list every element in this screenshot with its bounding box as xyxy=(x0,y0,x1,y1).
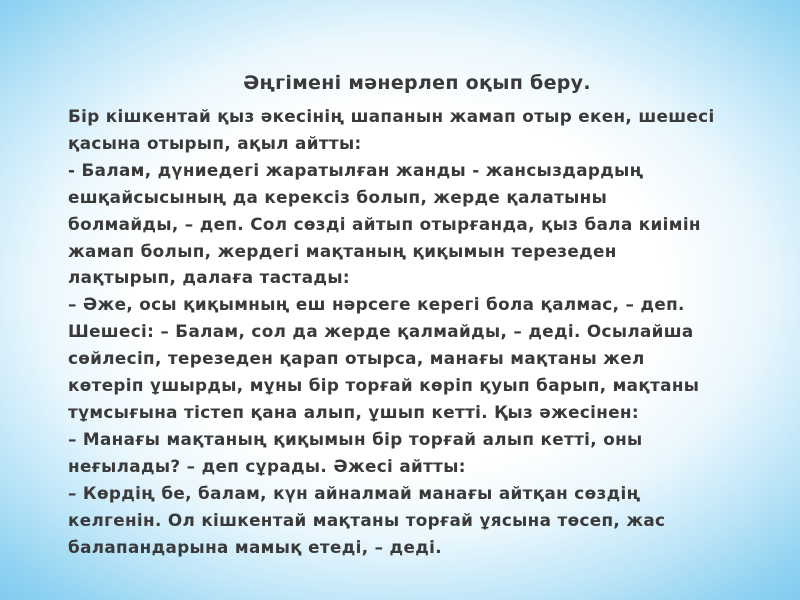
story-line: сөйлесіп, терезеден қарап отырса, манағы мақтаны жел xyxy=(68,348,645,369)
story-line: – Манағы мақтаның қиқымын бір торғай алып кетті, оны xyxy=(68,428,643,449)
story-line: – Әже, осы қиқымның еш нәрсеге керегі бола қалмас, – деп. xyxy=(68,294,685,315)
story-line: ешқайсысының да керексіз болып, жерде қалатыны xyxy=(68,186,608,207)
story-line: қасына отырып, ақыл айтты: xyxy=(68,132,362,153)
story-line: келгенін. Ол кішкентай мақтаны торғай ұясына төсеп, жас xyxy=(68,509,666,530)
story-line: тұмсығына тістеп қана алып, ұшып кетті. Қыз әжесінен: xyxy=(68,401,639,422)
story-line: Шешесі: – Балам, сол да жерде қалмайды, – деді. Осылайша xyxy=(68,321,694,342)
story-line: неғылады? – деп сұрады. Әжесі айтты: xyxy=(68,455,466,476)
story-line: - Балам, дүниедегі жаратылған жанды - жансыздардың xyxy=(68,159,644,180)
story-text xyxy=(68,103,768,560)
slide-title: Әңгімені мәнерлеп оқып беру. xyxy=(243,72,591,94)
story-line: көтеріп ұшырды, мұны бір торғай көріп қуып барып, мақтаны xyxy=(68,375,700,396)
story-line: жамап болып, жердегі мақтаның қиқымын терезеден xyxy=(68,240,617,261)
story-line: – Көрдің бе, балам, күн айналмай манағы айтқан сөздің xyxy=(68,482,641,503)
story-line: Бір кішкентай қыз әкесінің шапанын жамап отыр екен, шешесі xyxy=(68,106,715,126)
story-line: болмайды, – деп. Сол сөзді айтып отырғанда, қыз бала киімін xyxy=(68,213,701,234)
story-line: лақтырып, далаға тастады: xyxy=(68,267,350,288)
story-line: балапандарына мамық етеді, – деді. xyxy=(68,536,442,557)
